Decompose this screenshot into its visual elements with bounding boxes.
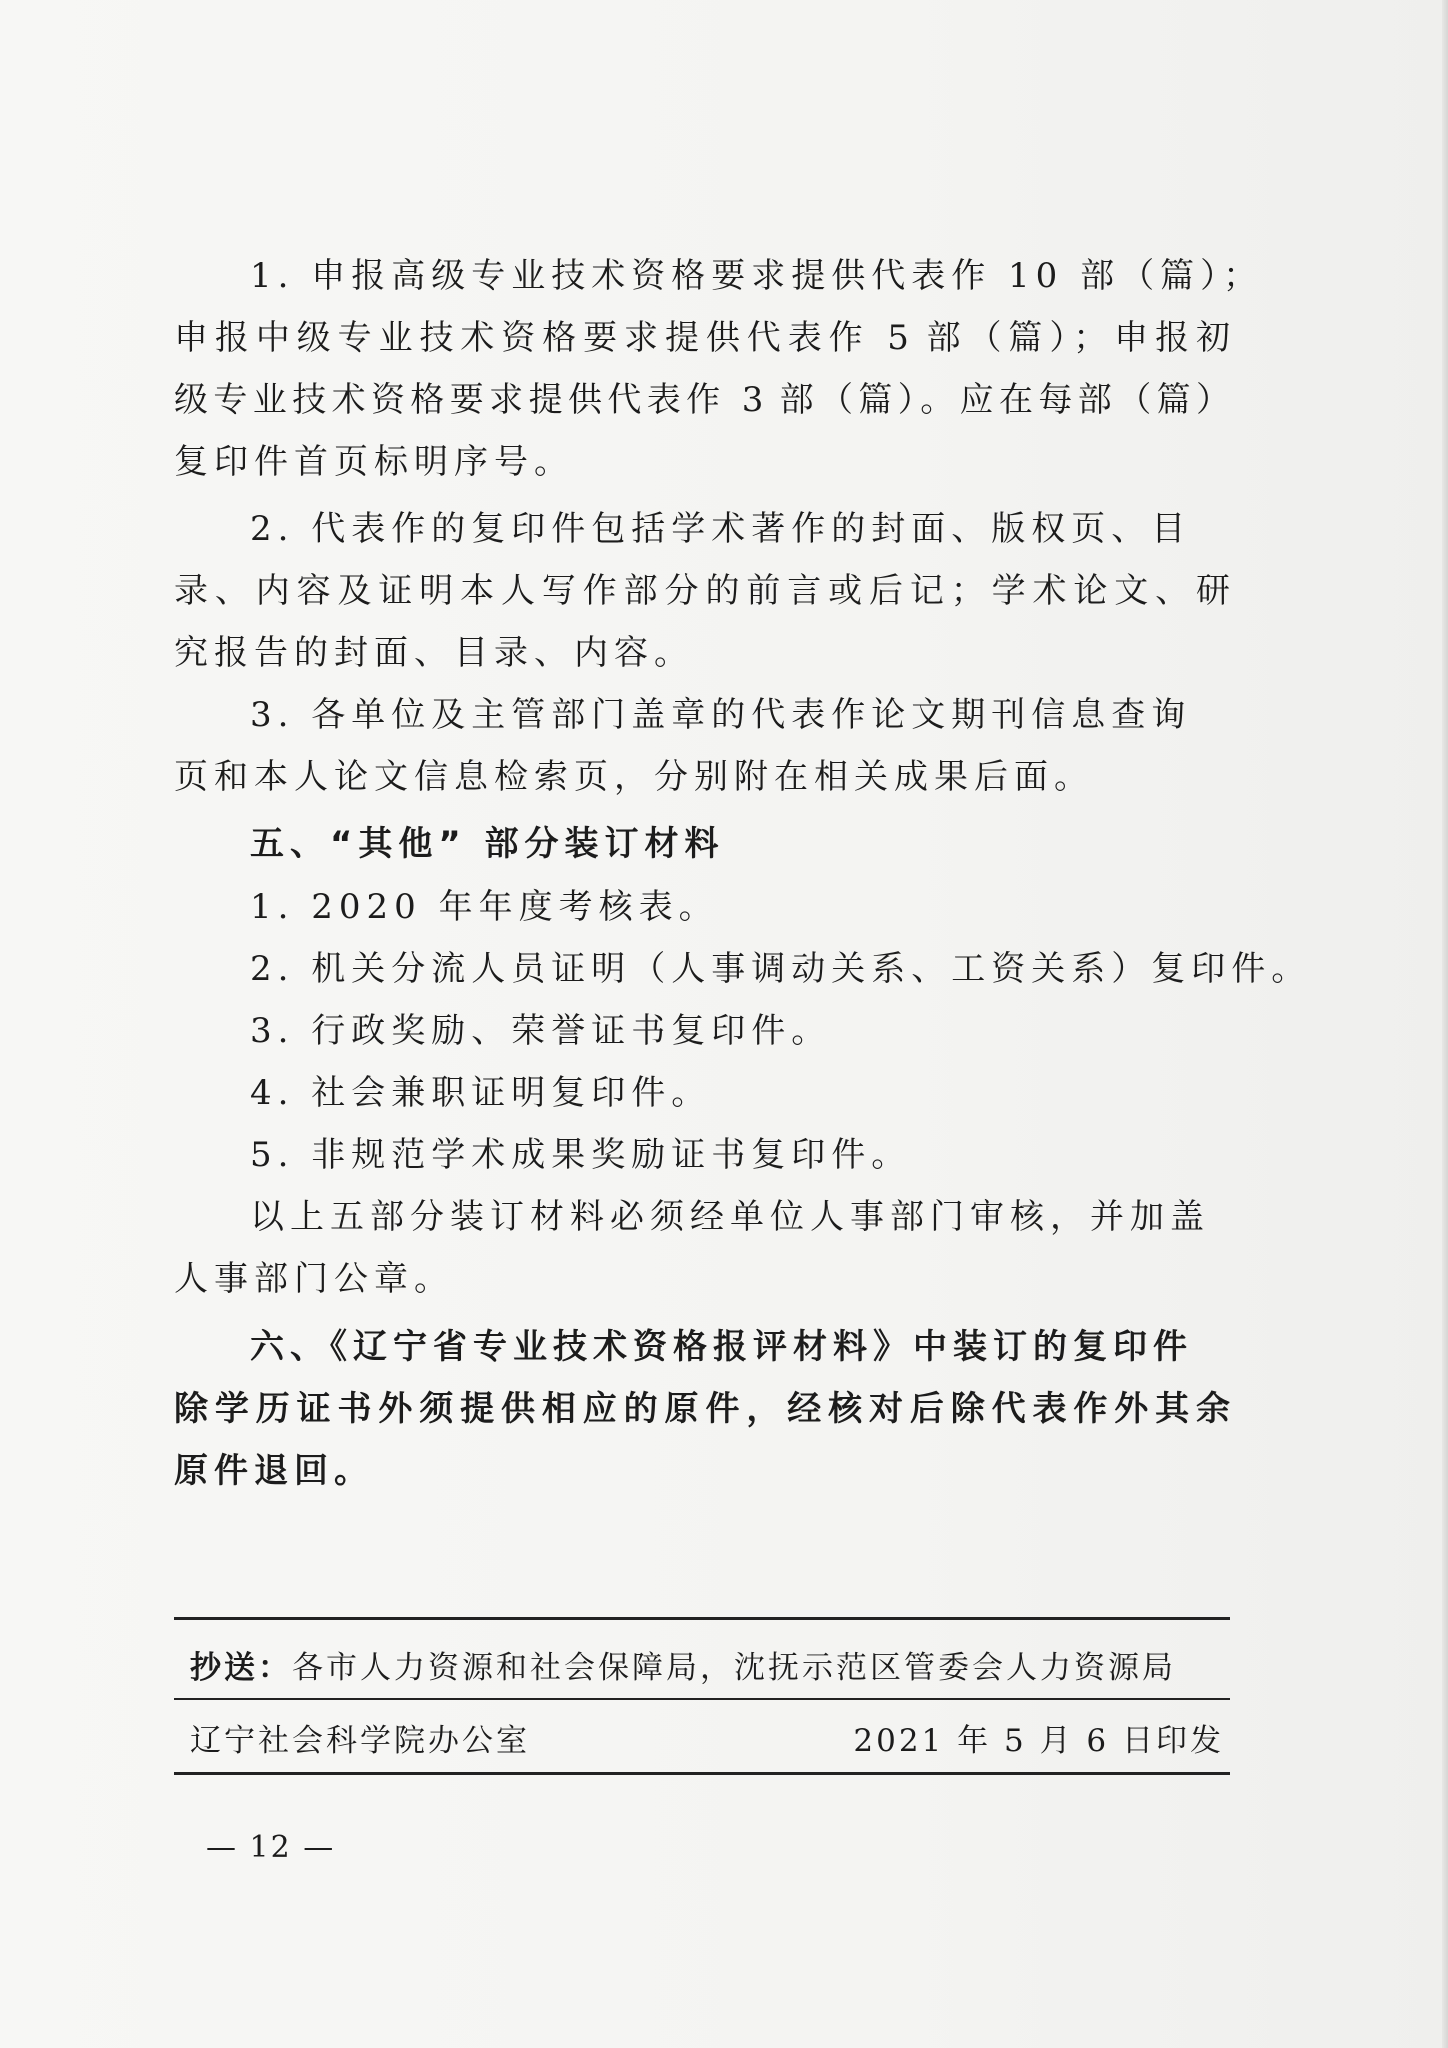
list-item: 3. 行政奖励、荣誉证书复印件。 xyxy=(250,1011,832,1051)
footer-rule-top xyxy=(174,1617,1230,1620)
paragraph-line: 复印件首页标明序号。 xyxy=(174,442,574,482)
cc-recipients: 各市人力资源和社会保障局，沈抚示范区管委会人力资源局 xyxy=(292,1650,1176,1686)
paragraph-line: 2. 代表作的复印件包括学术著作的封面、版权页、目 xyxy=(250,509,1192,549)
footer-rule-middle xyxy=(174,1698,1230,1700)
paragraph-line: 级专业技术资格要求提供代表作 3 部（篇）。应在每部（篇） xyxy=(174,380,1230,420)
paragraph-line: 3. 各单位及主管部门盖章的代表作论文期刊信息查询 xyxy=(250,695,1192,735)
issuer: 辽宁社会科学院办公室 xyxy=(190,1723,530,1759)
paragraph-line: 人事部门公章。 xyxy=(174,1259,454,1299)
list-item: 4. 社会兼职证明复印件。 xyxy=(250,1073,712,1113)
list-item: 2. 机关分流人员证明（人事调动关系、工资关系）复印件。 xyxy=(250,949,1312,989)
section-heading: 五、“其他” 部分装订材料 xyxy=(250,824,725,864)
cc-label: 抄送： xyxy=(190,1650,292,1686)
list-item: 5. 非规范学术成果奖励证书复印件。 xyxy=(250,1135,912,1175)
paragraph-line: 页和本人论文信息检索页，分别附在相关成果后面。 xyxy=(174,757,1094,797)
page-number: — 12 — xyxy=(206,1830,336,1865)
paragraph-line: 究报告的封面、目录、内容。 xyxy=(174,633,694,673)
section-heading: 原件退回。 xyxy=(174,1451,374,1491)
footer-rule-bottom xyxy=(174,1772,1230,1775)
paragraph-line: 申报中级专业技术资格要求提供代表作 5 部（篇）；申报初 xyxy=(174,318,1230,358)
paragraph-line: 录、内容及证明本人写作部分的前言或后记；学术论文、研 xyxy=(174,571,1230,611)
paragraph-line: 1. 申报高级专业技术资格要求提供代表作 10 部（篇）； xyxy=(250,256,1264,296)
section-heading: 除学历证书外须提供相应的原件，经核对后除代表作外其余 xyxy=(174,1389,1230,1429)
section-heading: 六、《辽宁省专业技术资格报评材料》中装订的复印件 xyxy=(250,1327,1193,1367)
page-edge xyxy=(1442,0,1448,2048)
issue-date: 2021 年 5 月 6 日印发 xyxy=(853,1723,1224,1759)
cc-row xyxy=(190,1642,1176,1687)
paragraph-line: 以上五部分装订材料必须经单位人事部门审核，并加盖 xyxy=(250,1197,1210,1237)
list-item: 1. 2020 年年度考核表。 xyxy=(250,887,719,927)
